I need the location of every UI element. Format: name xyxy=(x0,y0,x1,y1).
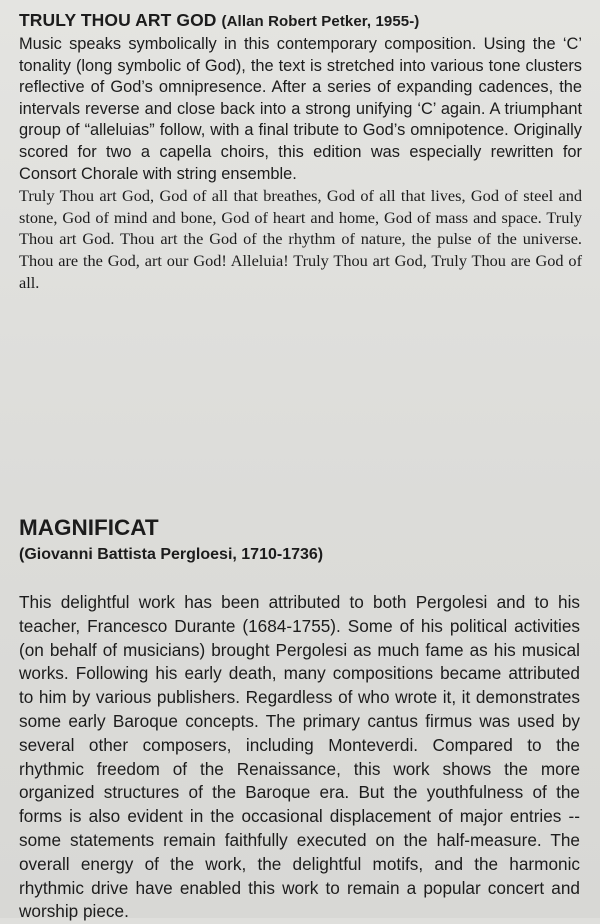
truly-thou-art-god-section xyxy=(19,10,582,293)
piece-title: TRULY THOU ART GOD xyxy=(19,10,217,30)
magnificat-section xyxy=(19,515,580,924)
section-heading xyxy=(19,10,582,32)
composer-attribution: (Giovanni Battista Pergloesi, 1710-1736) xyxy=(19,546,324,563)
piece-description: This delightful work has been attributed to both Pergolesi and to his teacher, Francesco Durante (1684-1755). Some of his political activities (on behalf of musicians) brought Pergolesi as much fame as his musical works. Following his early death, many compositions became attributed to him by various publishers. Regardless of who wrote it, it demonstrates some early Baroque concepts. The primary cantus firmus was used by several other composers, including Monteverdi. Compared to the rhythmic freedom of the Renaissance, this work shows the more organized structures of the Baroque era. But the youthfulness of the forms is also evident in the occasional displacement of major entries -- some statements remain faithfully executed on the half-measure. The overall energy of the work, the delightful motifs, and the harmonic rhythmic drive have enabled this work to remain a popular concert and worship piece. xyxy=(19,592,580,922)
piece-description: Music speaks symbolically in this contemporary composition. Using the ‘C’ tonality (long symbolic of God), the text is stretched into various tone clusters reflective of God’s omnipresence. After a series of expanding cadences, the intervals reverse and close back into a strong unifying ‘C’ again. A triumphant group of “alleluias” follow, with a final tribute to God’s omnipotence. Originally scored for two a capella choirs, this edition was especially rewritten for Consort Chorale with string ensemble. xyxy=(19,35,582,183)
piece-lyrics: Truly Thou art God, God of all that breathes, God of all that lives, God of steel and stone, God of mind and bone, God of heart and home, God of mass and space. Truly Thou art God. Thou art the God of the rhythm of nature, the pulse of the universe. Thou are the God, art our God! Alleluia! Truly Thou art God, Truly Thou are God of all. xyxy=(19,186,582,292)
composer-attribution: (Allan Robert Petker, 1955-) xyxy=(221,13,420,30)
piece-title: MAGNIFICAT xyxy=(19,515,159,540)
